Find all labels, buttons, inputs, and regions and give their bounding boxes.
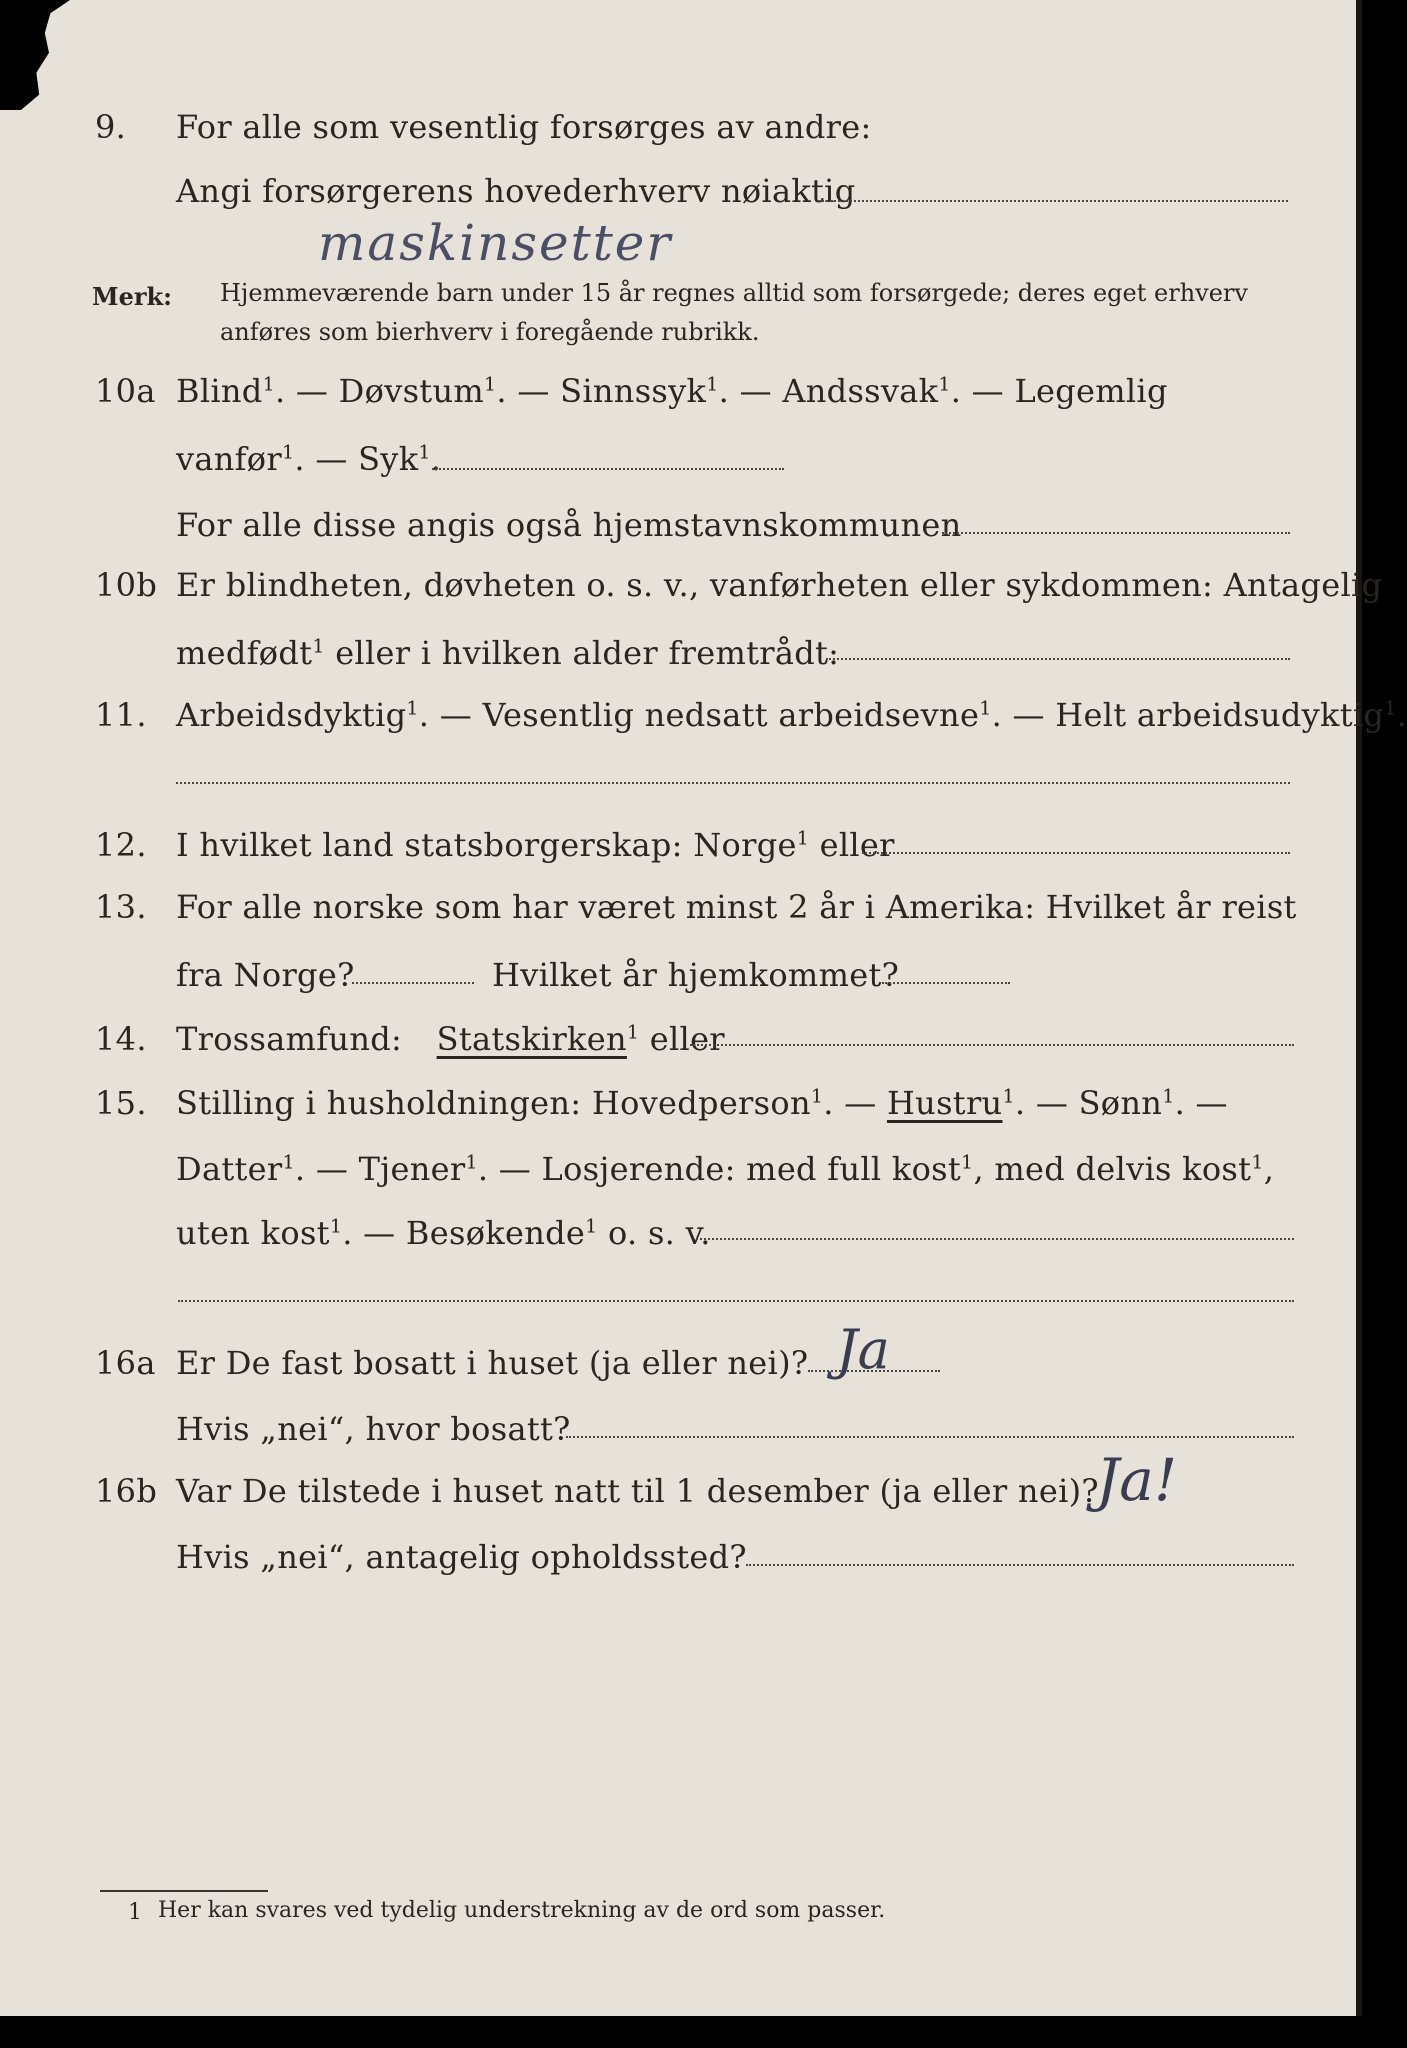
answer-line <box>690 1044 1294 1046</box>
option-dovstum: . — Døvstum <box>274 372 485 410</box>
answer-line <box>178 1300 1294 1302</box>
question-number: 15. <box>95 1084 147 1122</box>
handwritten-answer-16a: Ja <box>836 1318 890 1381</box>
footnote-text: Her kan svares ved tydelig understrekning av de ord som passer. <box>158 1898 886 1923</box>
note-text: Hjemmeværende barn under 15 år regnes alltid som forsørgede; deres eget erhverv <box>220 279 1248 307</box>
question-number: 13. <box>95 888 147 926</box>
question-number: 14. <box>95 1020 147 1058</box>
option-blind: Blind <box>176 372 263 410</box>
answer-line <box>352 982 474 984</box>
option-hustru-underlined: Hustru <box>886 1084 1003 1122</box>
answer-line <box>826 658 1290 660</box>
question-text: Hvis „nei“, antagelig opholdssted? <box>176 1538 747 1576</box>
question-text: Hvis „nei“, hvor bosatt? <box>176 1410 571 1448</box>
question-text: Angi forsørgerens hovederhverv nøiaktig <box>176 172 856 210</box>
question-number: 10a <box>95 372 156 410</box>
answer-line <box>176 782 1290 784</box>
answer-line <box>696 1238 1294 1240</box>
answer-line <box>942 532 1290 534</box>
question-number: 10b <box>95 566 158 604</box>
answer-line <box>862 852 1290 854</box>
question-number: 9. <box>95 108 127 146</box>
option-andssvak: . — Andssvak <box>718 372 939 410</box>
option-sinnssyk: . — Sinnssyk <box>496 372 707 410</box>
answer-line <box>566 1436 1294 1438</box>
option-arbeidsdyktig: Arbeidsdyktig <box>176 696 407 734</box>
answer-line <box>818 200 1288 202</box>
question-text: Var De tilstede i huset natt til 1 desember (ja eller nei)? <box>176 1472 1099 1510</box>
census-form-page: 9. For alle som vesentlig forsørges av andre: Angi forsørgerens hovederhverv nøiaktig maskinsetter Merk: Hjemmeværende barn under 15 år regnes alltid som forsørgede; deres eget erhverv anføres som bierhverv i foregående rubrikk. 10a Blind$^1$. — Døvstum$^1$. — Sinnssyk$^1$. — Andssvak$^1$. — Legemlig vanfør$^1$. — Syk$^1$. For alle disse angis også hjemstavnskommunen 10b Er blindheten, døvheten o. s. v., vanførheten eller sykdommen: Antagelig medfødt$^1$ eller i hvilken alder fremtrådt: 11. Arbeidsdyktig$^1$. — Vesentlig nedsatt arbeidsevne$^1$. — Helt arbeidsudyktig$^1$. 12. I hvilket land statsborgerskap: Norge$^1$ eller 13. For alle norske som har været minst 2 år i Amerika: Hvilket år reist fra Norge? Hvilket år hjemkommet? 14. Trossamfund: Statskirken$^1$ eller 15. Stilling i husholdningen: Hovedperson$^1$. — Hustru$^1$. — Sønn$^1$. — Datter$^1$. — Tjener$^1$. — Losjerende: med full kost$^1$, med delvis kost$^1$, uten kost$^1$. — Besøkende$^1$ o. s. v. 16a Er De fast bosatt i huset (ja eller nei)? Ja Hvis „nei“, hvor bosatt? 16b Var De tilstede i huset natt til 1 desember (ja eller nei)? Ja! Hvis „nei“, antagelig opholdssted? 1 Her kan svares ved tydelig understrekning av de ord som passer. <box>0 0 1362 2016</box>
footnote-marker: 1 <box>128 1900 142 1925</box>
option-legemlig: . — Legemlig <box>950 372 1168 410</box>
note-label: Merk: <box>92 282 172 311</box>
option-medfodt: medfødt <box>176 634 313 672</box>
question-number: 11. <box>95 696 147 734</box>
footnote-rule <box>100 1890 268 1892</box>
answer-line <box>746 1564 1294 1566</box>
question-number: 16b <box>95 1472 158 1510</box>
note-text: anføres som bierhverv i foregående rubrikk. <box>220 318 760 346</box>
answer-line <box>882 982 1010 984</box>
question-text: For alle norske som har været minst 2 år i Amerika: Hvilket år reist <box>176 888 1297 926</box>
question-text: For alle som vesentlig forsørges av andre: <box>176 108 872 146</box>
answer-line <box>432 468 784 470</box>
question-text: Er De fast bosatt i huset (ja eller nei)? <box>176 1344 809 1382</box>
handwritten-answer-16b: Ja! <box>1096 1446 1178 1514</box>
option-statskirken-underlined: Statskirken <box>436 1020 627 1058</box>
question-text: Er blindheten, døvheten o. s. v., vanførheten eller sykdommen: Antagelig <box>176 566 1383 604</box>
option-udyktig: . — Helt arbeidsudyktig <box>991 696 1385 734</box>
option-nedsatt: . — Vesentlig nedsatt arbeidsevne <box>418 696 980 734</box>
question-number: 16a <box>95 1344 156 1382</box>
option-vanfor: vanfør <box>176 440 282 478</box>
question-text: For alle disse angis også hjemstavnskommunen <box>176 506 962 544</box>
torn-corner <box>0 0 70 110</box>
handwritten-answer-9: maskinsetter <box>318 214 673 272</box>
option-syk: . — Syk <box>294 440 419 478</box>
question-number: 12. <box>95 826 147 864</box>
